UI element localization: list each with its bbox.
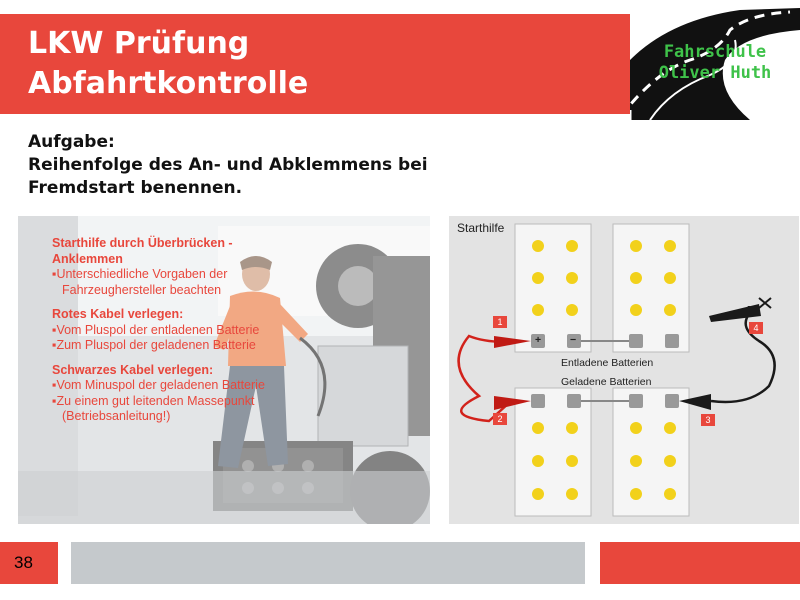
black-cable-heading: Schwarzes Kabel verlegen: [52,362,214,377]
battery-diagram [449,216,799,524]
task-line2: Fremdstart benennen. [28,178,243,198]
black-cable-step: ▪ Vom Minuspol der geladenen Batterie [52,378,322,394]
black-cable-section [52,363,322,425]
red-cable-step: ▪ Zum Pluspol der geladenen Batterie [52,338,322,354]
instructions-heading: Starthilfe durch Überbrücken - Anklemmen [52,236,233,266]
cable-number-3: 3 [701,414,715,426]
diagram-title: Starthilfe [457,221,505,235]
minus-terminal-label: − [570,334,577,346]
cable-number-4: 4 [749,322,763,334]
footer-right-bar [600,542,800,584]
red-cable-heading: Rotes Kabel verlegen: [52,307,184,321]
label-discharged-batteries: Entladene Batterien [561,357,654,369]
cable-number-1: 1 [493,316,507,328]
jump-start-instructions [52,236,322,434]
instructions-note: ▪ Unterschiedliche Vorgaben der Fahrzeughersteller beachten [52,267,322,298]
red-cable-section [52,307,322,354]
page-title-line2: Abfahrtkontrolle [28,66,309,101]
task-line1: Reihenfolge des An- und Abklemmens bei [28,155,428,175]
cable-number-2: 2 [493,413,507,425]
battery-diagram-illustration [449,216,799,524]
page-title [28,24,308,104]
logo-line1: Fahrschule [663,42,767,62]
instructions-intro [52,236,322,298]
task-description [28,131,428,200]
logo-line2: Oliver Huth [658,63,772,83]
task-label: Aufgabe: [28,132,115,152]
photo-jump-start [18,216,430,524]
red-cable-step: ▪ Vom Pluspol der entladenen Batterie [52,323,322,339]
page-title-line1: LKW Prüfung [28,26,250,61]
label-charged-batteries: Geladene Batterien [561,376,652,388]
footer-middle-bar [71,542,585,584]
logo-text [630,42,800,84]
page-number: 38 [14,553,33,572]
plus-terminal-label: + [535,334,542,346]
black-cable-step: ▪ Zu einem gut leitenden Massepunkt (Betriebsanleitung!) [52,394,322,425]
driving-school-logo [630,0,800,120]
